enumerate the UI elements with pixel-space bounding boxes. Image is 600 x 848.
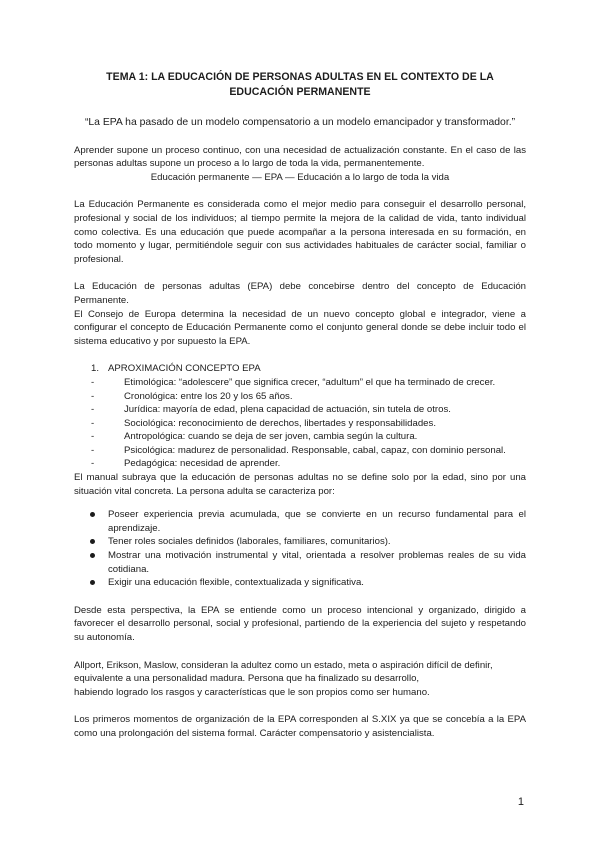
spacer: [74, 645, 526, 659]
title-line-2: EDUCACIÓN PERMANENTE: [229, 86, 371, 98]
concept-equation: Educación permanente — EPA — Educación a lo largo de toda la vida: [150, 171, 450, 183]
list-item: [74, 549, 526, 576]
bullet-icon: [90, 539, 95, 544]
list-item: [74, 576, 526, 590]
title-line-1: TEMA 1: LA EDUCACIÓN DE PERSONAS ADULTAS EN EL CONTEXTO DE LA: [106, 71, 494, 83]
authors-line-1: Allport, Erikson, Maslow, consideran la adultez como un estado, meta o aspiración difícil de definir, equivalente a una personalidad madura. Persona que ha finalizado su desarrollo,: [74, 659, 493, 685]
characteristics-list: [74, 508, 526, 590]
list-item-text: Tener roles sociales definidos (laborales, familiares, comunitarios).: [108, 536, 391, 548]
list-item-text: Poseer experiencia previa acumulada, que se convierte en un recurso fundamental para el aprendizaje.: [108, 509, 526, 534]
dash-mark: -: [91, 376, 95, 388]
list-item: [74, 457, 526, 471]
list-item-text: Psicológica: madurez de personalidad. Responsable, cabal, capaz, con dominio personal.: [124, 444, 506, 456]
paragraph-intro: Aprender supone un proceso continuo, con una necesidad de actualización constante. En el caso de las personas adultas supone un proceso a lo largo de toda la vida, permanentemente.: [74, 144, 526, 170]
paragraph-epa-definition: La Educación de personas adultas (EPA) debe concebirse dentro del concepto de Educación Permanente.: [74, 281, 526, 306]
list-item-text: Sociológica: reconocimiento de derechos, libertades y responsabilidades.: [124, 417, 436, 429]
dash-mark: -: [91, 458, 95, 470]
paragraph-history: Los primeros momentos de organización de la EPA corresponden al S.XIX ya que se concebía a la EPA como una prolongación del sistema formal. Carácter compensatorio y asistencialista.: [74, 714, 526, 739]
authors-line-2: habiendo logrado los rasgos y características que le son propios como ser humano.: [74, 686, 430, 698]
bullet-icon: [90, 553, 95, 558]
paragraph-permanent-education: La Educación Permanente es considerada como el mejor medio para conseguir el desarrollo personal, profesional y social de los individuos; al tiempo permite la mejora de la calidad de vida, tanto individual como colectiva. Es una educación que puede acompañar a la persona interesada en su formación, en todo momento y lugar, permitiéndole seguir con sus actividades habituales de carácter social, familiar o profesional.: [74, 199, 526, 265]
list-item-text: Pedagógica: necesidad de aprender.: [124, 458, 281, 470]
dash-mark: -: [91, 444, 95, 456]
spacer: [74, 266, 526, 280]
page-content: [74, 70, 526, 741]
dash-mark: -: [91, 417, 95, 429]
section-title: APROXIMACIÓN CONCEPTO EPA: [108, 363, 261, 375]
spacer: [74, 348, 526, 362]
list-item-text: Exigir una educación flexible, contextualizada y significativa.: [108, 577, 364, 589]
epigraph-quote: “La EPA ha pasado de un modelo compensatorio a un modelo emancipador y transformador.”: [84, 117, 516, 128]
list-item: [74, 417, 526, 431]
document-title: [74, 70, 526, 100]
list-item: [74, 444, 526, 458]
bullet-icon: [90, 580, 95, 585]
list-item-text: Mostrar una motivación instrumental y vital, orientada a resolver problemas reales de su vida cotidiana.: [108, 550, 526, 575]
paragraph-perspective: Desde esta perspectiva, la EPA se entiende como un proceso intencional y organizado, dirigido a favorecer el desarrollo personal, social y profesional, partiendo de la experiencia del sujeto y respetando su autonomía.: [74, 604, 526, 643]
paragraph-authors: [74, 659, 526, 700]
approach-list: [74, 376, 526, 471]
list-item: [74, 390, 526, 404]
list-item-text: Cronológica: entre los 20 y los 65 años.: [124, 390, 293, 402]
bullet-icon: [90, 512, 95, 517]
spacer: [74, 498, 526, 508]
list-item: [74, 403, 526, 417]
dash-mark: -: [91, 390, 95, 402]
list-item: [74, 430, 526, 444]
section-list: [74, 362, 526, 376]
spacer: [74, 130, 526, 144]
spacer: [74, 184, 526, 198]
page-number: 1: [517, 796, 524, 808]
list-item: [74, 376, 526, 390]
list-item-text: Jurídica: mayoría de edad, plena capacidad de actuación, sin tutela de otros.: [124, 404, 451, 416]
section-heading: [74, 362, 526, 376]
paragraph-manual: El manual subraya que la educación de personas adultas no se define solo por la edad, sino por una situación vital concreta. La persona adulta se caracteriza por:: [74, 472, 526, 497]
dash-mark: -: [91, 431, 95, 443]
list-item-text: Etimológica: “adolescere” que significa crecer, “adultum” el que ha terminado de crecer.: [124, 376, 496, 388]
list-item: [74, 508, 526, 535]
dash-mark: -: [91, 404, 95, 416]
section-number: 1.: [91, 363, 100, 375]
spacer: [74, 699, 526, 713]
list-item-text: Antropológica: cuando se deja de ser joven, cambia según la cultura.: [124, 431, 418, 443]
spacer: [74, 590, 526, 604]
paragraph-council-europe: El Consejo de Europa determina la necesidad de un nuevo concepto global e integrador, viene a configurar el concepto de Educación Permanente como el conjunto general donde se debe incluir todo el sistema educativo y por supuesto la EPA.: [74, 308, 526, 347]
list-item: [74, 535, 526, 549]
